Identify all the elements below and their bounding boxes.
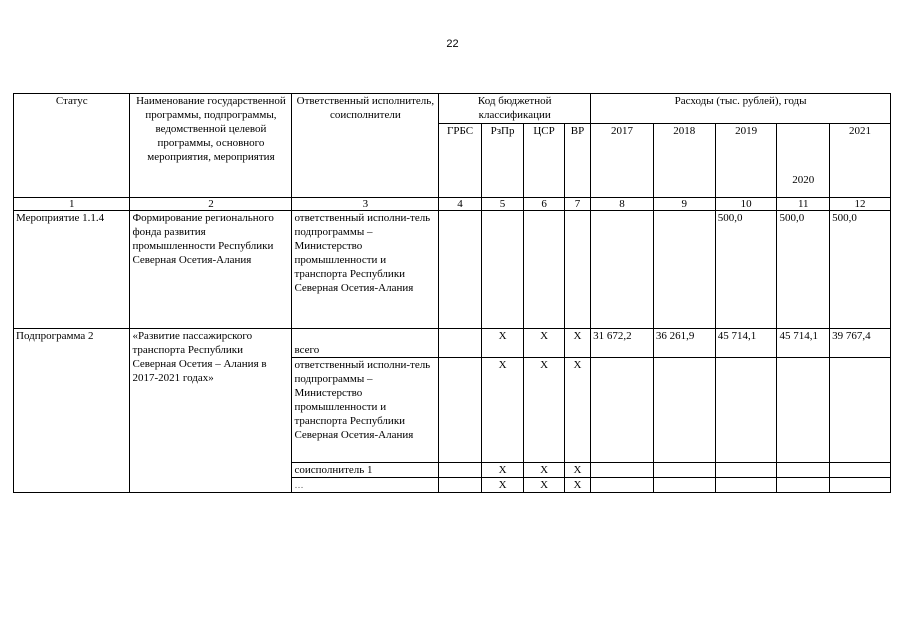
header-expenses: Расходы (тыс. рублей), годы [591,94,891,124]
row-y2018: 36 261,9 [653,329,715,358]
row-grbs [439,358,482,463]
row-y2018 [653,463,715,478]
column-number-row [14,198,891,211]
col-num: 3 [292,198,439,211]
row-grbs [439,329,482,358]
header-vr: ВР [564,124,590,198]
col-num: 7 [564,198,590,211]
row-y2019 [715,463,777,478]
row-csr [524,211,565,329]
row-y2017 [591,358,654,463]
row-rzpr: Х [481,358,524,463]
row-y2020: 45 714,1 [777,329,830,358]
row-executor: соисполнитель 1 [292,463,439,478]
page-number: 22 [446,38,459,50]
row-name: «Развитие пассажирского транспорта Республики Северная Осетия – Алания в 2017-2021 годах» [130,329,292,493]
table-row-measure [14,211,891,329]
row-y2020 [777,478,830,493]
col-num: 5 [481,198,524,211]
header-row-top [14,94,891,124]
row-y2021: 39 767,4 [830,329,891,358]
col-num: 6 [524,198,565,211]
row-y2018 [653,211,715,329]
col-num: 9 [653,198,715,211]
row-csr: Х [524,478,565,493]
row-status: Подпрограмма 2 [14,329,130,493]
row-executor: … [292,478,439,493]
row-grbs [439,463,482,478]
row-y2020 [777,463,830,478]
col-num: 10 [715,198,777,211]
row-y2020 [777,358,830,463]
row-grbs [439,211,482,329]
header-status: Статус [14,94,130,198]
header-executor: Ответственный исполнитель, соисполнители [292,94,439,198]
row-rzpr [481,211,524,329]
row-y2019: 500,0 [715,211,777,329]
row-vr: Х [564,358,590,463]
header-rzpr: РзПр [481,124,524,198]
row-vr: Х [564,478,590,493]
col-num: 2 [130,198,292,211]
row-executor: всего [292,329,439,358]
row-y2019 [715,358,777,463]
col-num: 1 [14,198,130,211]
row-csr: Х [524,358,565,463]
col-num: 11 [777,198,830,211]
row-y2018 [653,358,715,463]
row-status: Мероприятие 1.1.4 [14,211,130,329]
row-grbs [439,478,482,493]
budget-table [13,93,891,493]
row-y2021 [830,463,891,478]
header-budget-code: Код бюджетной классификации [439,94,591,124]
row-executor: ответственный исполни-тель подпрограммы – Министерство промышленности и транспорта Республики Северная Осетия-Алания [292,211,439,329]
header-grbs: ГРБС [439,124,482,198]
row-vr: Х [564,329,590,358]
row-y2017 [591,211,654,329]
row-y2020: 500,0 [777,211,830,329]
row-rzpr: Х [481,329,524,358]
col-num: 8 [591,198,654,211]
header-year-2018: 2018 [653,124,715,198]
col-num: 12 [830,198,891,211]
row-executor: ответственный исполни-тель подпрограммы – Министерство промышленности и транспорта Республики Северная Осетия-Алания [292,358,439,463]
header-csr: ЦСР [524,124,565,198]
row-y2019: 45 714,1 [715,329,777,358]
row-rzpr: Х [481,478,524,493]
row-y2021 [830,478,891,493]
row-rzpr: Х [481,463,524,478]
table-row-subprogram-total [14,329,891,358]
header-year-2019: 2019 [715,124,777,198]
row-y2017 [591,463,654,478]
header-name: Наименование государственной программы, подпрограммы, ведомственной целевой программы, основного мероприятия, мероприятия [130,94,292,198]
header-year-2021: 2021 [830,124,891,198]
row-vr [564,211,590,329]
row-y2021 [830,358,891,463]
row-y2021: 500,0 [830,211,891,329]
row-name: Формирование регионального фонда развития промышленности Республики Северная Осетия-Алания [130,211,292,329]
header-year-2020: 2020 [777,124,830,198]
row-vr: Х [564,463,590,478]
header-year-2017: 2017 [591,124,654,198]
col-num: 4 [439,198,482,211]
row-y2018 [653,478,715,493]
row-csr: Х [524,329,565,358]
row-y2017 [591,478,654,493]
row-y2017: 31 672,2 [591,329,654,358]
row-y2019 [715,478,777,493]
row-csr: Х [524,463,565,478]
